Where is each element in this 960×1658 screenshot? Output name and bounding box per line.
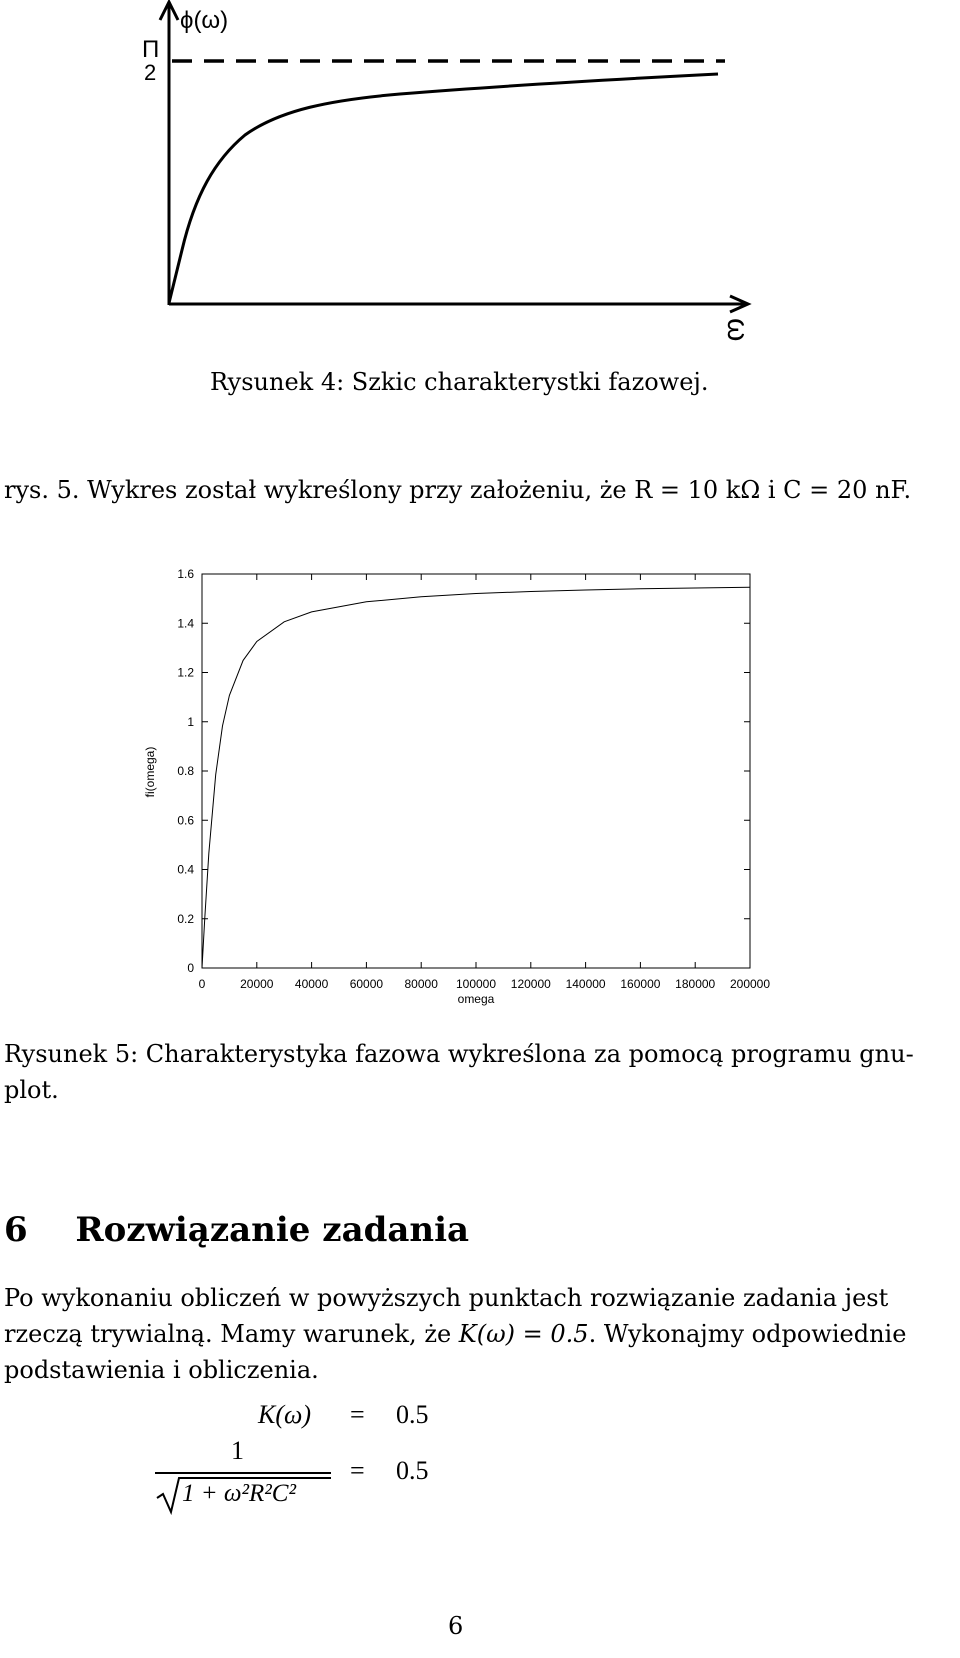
- y-tick-label: 0: [187, 961, 194, 975]
- figure5-caption-line1: Rysunek 5: Charakterystyka fazowa wykreślona za pomocą programu gnu-: [4, 1040, 914, 1068]
- figure5-caption-line2: plot.: [4, 1076, 59, 1104]
- paragraph-inline-math: K(ω) = 0.5: [458, 1320, 589, 1348]
- x-tick-label: 40000: [294, 977, 329, 991]
- section-number: 6: [4, 1210, 28, 1250]
- section-title: Rozwiązanie zadania: [75, 1210, 470, 1250]
- sketch-pi-label: Π: [142, 36, 160, 63]
- plot-frame: [202, 574, 750, 968]
- x-tick-label: 60000: [349, 977, 384, 991]
- x-axis-title: omega: [457, 992, 495, 1006]
- gnuplot-phase-chart: [130, 560, 810, 1015]
- y-tick-label: 1.6: [177, 567, 194, 581]
- y-tick-label: 1.4: [177, 616, 194, 631]
- sketch-phase-curve: [169, 74, 718, 303]
- y-tick-label: 1: [187, 714, 194, 729]
- paragraph-line1: Po wykonaniu obliczeń w powyższych punktach rozwiązanie zadania jest: [4, 1284, 889, 1312]
- x-tick-label: 0: [198, 977, 206, 991]
- eq1-equals: =: [350, 1400, 365, 1429]
- section-heading: [4, 1210, 469, 1250]
- sketch-omega-label: ω: [721, 318, 754, 342]
- paragraph-line2-end: . Wykonajmy odpowiednie: [588, 1320, 907, 1348]
- y-axis-title: fi(omega): [143, 746, 157, 798]
- eq2-rhs: 0.5: [396, 1456, 429, 1485]
- x-tick-label: 180000: [675, 977, 716, 991]
- x-tick-label: 20000: [240, 977, 274, 991]
- x-tick-label: 80000: [404, 977, 438, 991]
- intro-line: rys. 5. Wykres został wykreślony przy założeniu, że R = 10 kΩ i C = 20 nF.: [4, 476, 912, 504]
- phase-series-line: [202, 587, 750, 968]
- y-tick-label: 0.6: [177, 813, 194, 828]
- sketch-y-label: ϕ(ω): [180, 7, 229, 34]
- x-tick-label: 140000: [565, 977, 606, 991]
- paragraph-line2-start: rzeczą trywialną. Mamy warunek, że: [4, 1320, 459, 1348]
- x-tick-label: 200000: [729, 977, 771, 991]
- eq1-lhs: K(ω): [258, 1400, 312, 1429]
- section-paragraph: [4, 1280, 956, 1388]
- y-tick-label: 0.4: [177, 862, 194, 877]
- x-tick-label: 120000: [510, 977, 551, 991]
- eq2-denominator: 1 + ω²R²C²: [182, 1480, 296, 1507]
- eq2-numerator: 1: [231, 1436, 244, 1465]
- phase-sketch-figure: [120, 0, 780, 350]
- figure4-caption: Rysunek 4: Szkic charakterystki fazowej.: [210, 368, 709, 396]
- paragraph-line3: podstawienia i obliczenia.: [4, 1356, 319, 1384]
- paragraph-line2: [4, 1316, 956, 1352]
- sketch-two-label: 2: [144, 60, 157, 85]
- y-tick-label: 0.8: [177, 764, 194, 778]
- eq2-equals: =: [350, 1456, 365, 1485]
- x-tick-label: 160000: [620, 977, 661, 991]
- eq1-rhs: 0.5: [396, 1400, 429, 1429]
- y-tick-label: 1.2: [177, 665, 194, 680]
- x-tick-label: 100000: [455, 977, 497, 991]
- y-tick-label: 0.2: [177, 911, 194, 926]
- page-number: 6: [448, 1612, 464, 1640]
